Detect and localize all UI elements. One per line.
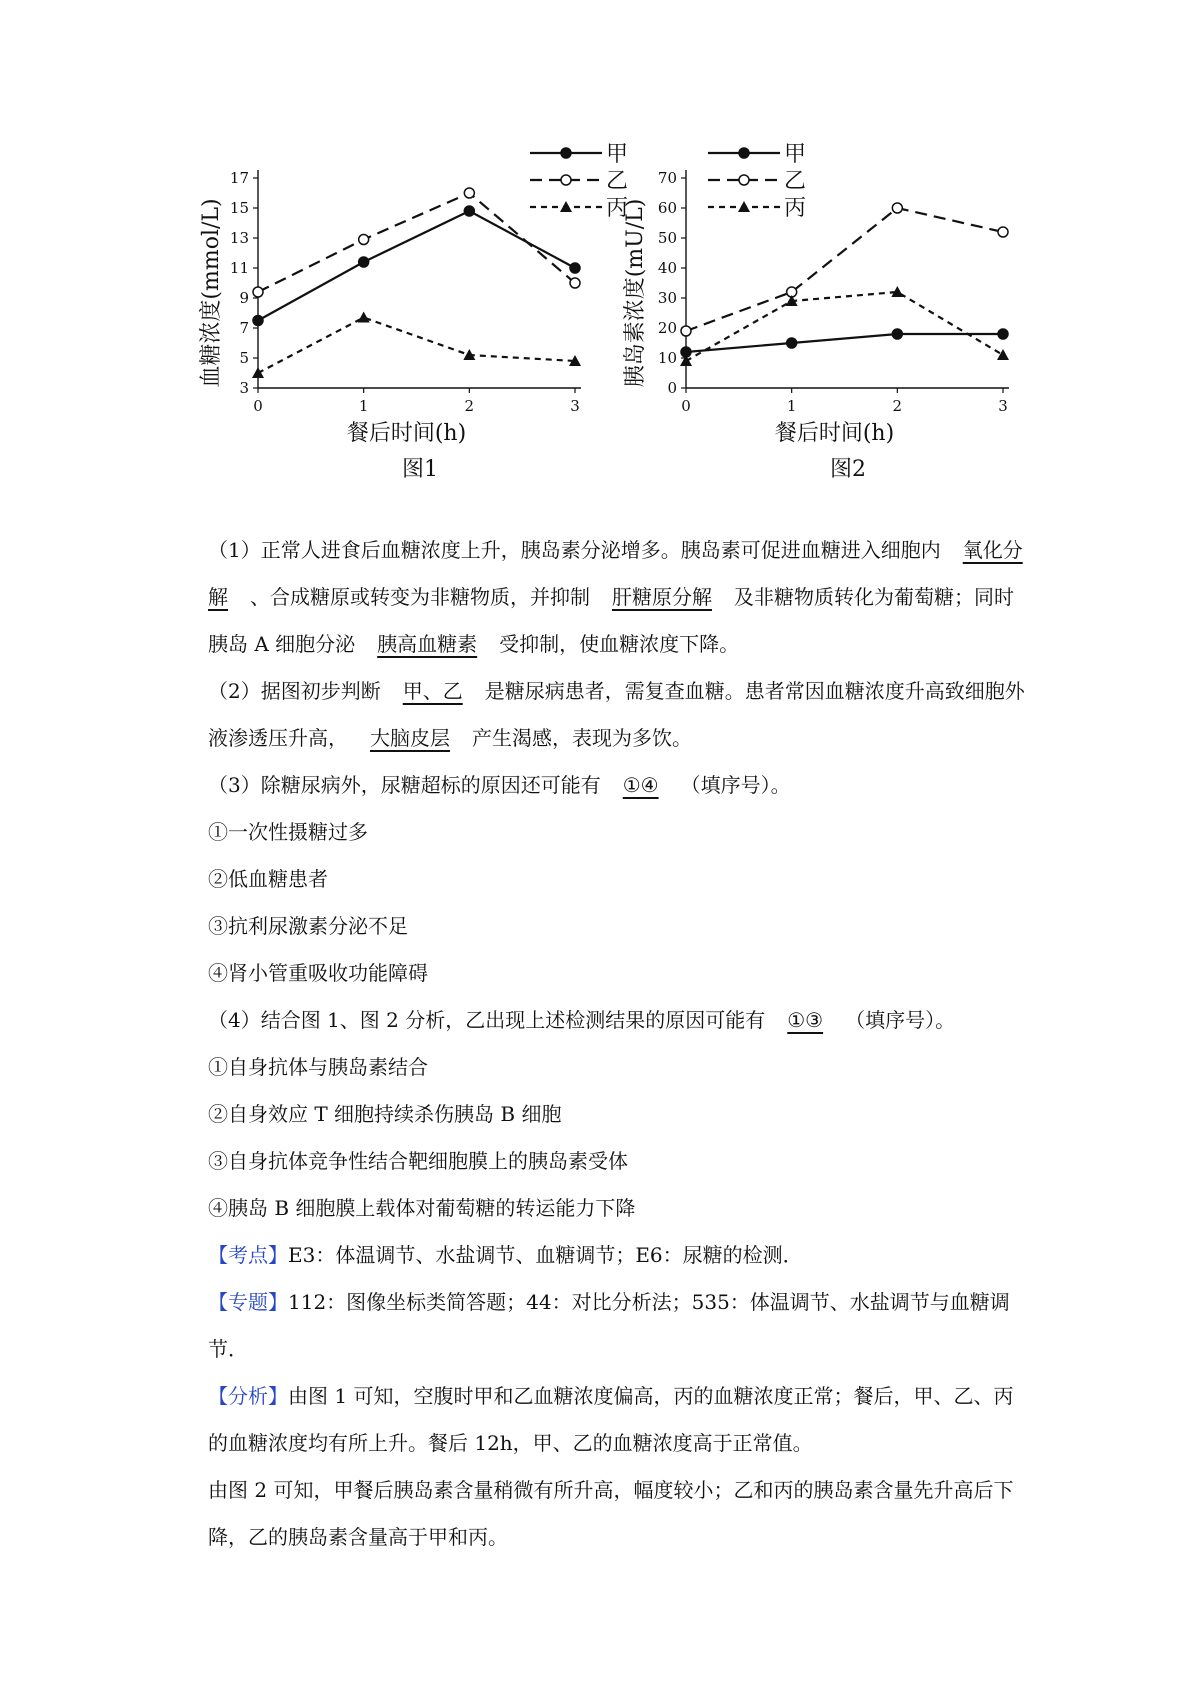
data-point: [359, 257, 369, 267]
data-point: [998, 227, 1008, 237]
data-point: [464, 188, 474, 198]
x-tick-label: 0: [253, 397, 263, 415]
x-tick-label: 3: [998, 397, 1008, 415]
kaodian-text: E3：体温调节、水盐调节、血糖调节；E6：尿糖的检测．: [288, 1243, 803, 1267]
q1-text-a: （1）正常人进食后血糖浓度上升，胰岛素分泌增多。胰岛素可促进血糖进入细胞内: [208, 538, 941, 562]
x-tick-label: 1: [786, 397, 797, 415]
legend-marker: [561, 148, 571, 158]
q2-text-c: 产生渴感，表现为多饮。: [472, 726, 692, 750]
data-point: [892, 203, 902, 213]
data-point: [359, 235, 369, 245]
x-tick-label: 3: [570, 397, 580, 415]
question-4: [208, 997, 1028, 1044]
q4-answer: ①③: [787, 1008, 824, 1032]
data-point: [997, 349, 1009, 360]
y-tick-label: 20: [657, 319, 677, 337]
y-tick-label: 0: [667, 379, 677, 397]
series-line-2: [686, 208, 1003, 331]
q3-option: ④肾小管重吸收功能障碍: [208, 961, 428, 985]
q3-text-a: （3）除糖尿病外，尿糖超标的原因还可能有: [208, 773, 601, 797]
fenxi-text-1: 由图 1 可知，空腹时甲和乙血糖浓度偏高，丙的血糖浓度正常；餐后，甲、乙、丙的血糖浓度均有所上升。餐后 12h，甲、乙的血糖浓度高于正常值。: [208, 1384, 1014, 1455]
y-axis-title: 胰岛素浓度(mU/L): [623, 198, 648, 388]
y-tick-label: 15: [229, 199, 249, 217]
x-tick-label: 0: [681, 397, 691, 415]
question-3: [208, 762, 1028, 809]
y-tick-label: 3: [239, 379, 249, 397]
x-tick-label: 2: [464, 397, 475, 415]
question-content: [208, 527, 1028, 1561]
fenxi-tag: 【分析】: [208, 1384, 288, 1408]
data-point: [680, 355, 692, 366]
q1-text-c: 及非糖物质转化为葡萄糖；同时胰岛 A 细胞分泌: [208, 585, 1014, 656]
data-point: [681, 326, 691, 336]
y-tick-label: 40: [657, 259, 677, 277]
question-1: [208, 527, 1028, 668]
figure-caption: 图1: [402, 457, 438, 482]
q1-answer-1: 氧化分解: [208, 538, 1023, 609]
data-point: [252, 367, 264, 378]
data-point: [570, 263, 580, 273]
q3-option: ③抗利尿激素分泌不足: [208, 914, 408, 938]
x-axis-title: 餐后时间(h): [774, 421, 895, 446]
data-point: [464, 206, 474, 216]
q1-answer-3: 胰高血糖素: [377, 632, 478, 656]
y-tick-label: 30: [657, 289, 677, 307]
kaodian-section: [208, 1232, 1028, 1279]
fenxi-text-2: 由图 2 可知，甲餐后胰岛素含量稍微有所升高，幅度较小；乙和丙的胰岛素含量先升高后下降，乙的胰岛素含量高于甲和丙。: [208, 1478, 1014, 1549]
legend-label: 甲: [784, 142, 807, 167]
legend-label: 丙: [606, 196, 629, 221]
x-tick-label: 2: [892, 397, 903, 415]
legend-label: 甲: [606, 142, 629, 167]
x-tick-label: 1: [358, 397, 369, 415]
zhuanti-tag: 【专题】: [208, 1290, 288, 1314]
charts-figure: [0, 0, 1200, 540]
series-line-3: [686, 292, 1003, 361]
q2-text-b: 是糖尿病患者，需复查血糖。患者常因血糖浓度升高致细胞外液渗透压升高，: [208, 679, 1025, 750]
y-tick-label: 13: [229, 229, 249, 247]
series-line-1: [686, 334, 1003, 352]
legend-label: 丙: [784, 196, 807, 221]
legend-marker: [738, 201, 750, 212]
chart-2-insulin: [623, 142, 1009, 482]
legend-marker: [561, 175, 571, 185]
q4-option: ④胰岛 B 细胞膜上载体对葡萄糖的转运能力下降: [208, 1196, 636, 1220]
y-tick-label: 9: [239, 289, 249, 307]
data-point: [892, 329, 902, 339]
legend-marker: [739, 175, 749, 185]
q4-option: ①自身抗体与胰岛素结合: [208, 1055, 428, 1079]
q1-text-d: 受抑制，使血糖浓度下降。: [499, 632, 740, 656]
y-tick-label: 17: [229, 169, 249, 187]
q1-text-b: 、合成糖原或转变为非糖物质，并抑制: [250, 585, 590, 609]
q3-option: ②低血糖患者: [208, 867, 328, 891]
y-tick-label: 70: [657, 169, 677, 187]
q3-text-b: （填序号）。: [680, 773, 791, 797]
data-point: [253, 287, 263, 297]
q3-option: ①一次性摄糖过多: [208, 820, 368, 844]
y-tick-label: 11: [229, 259, 249, 277]
chart-1-blood-glucose: [199, 142, 628, 482]
y-tick-label: 10: [657, 349, 677, 367]
y-tick-label: 60: [657, 199, 677, 217]
fenxi-section: [208, 1373, 1028, 1467]
series-line-2: [258, 193, 575, 292]
q2-answer-1: 甲、乙: [402, 679, 463, 703]
q1-answer-2: 肝糖原分解: [612, 585, 712, 609]
data-point: [787, 338, 797, 348]
y-tick-label: 50: [657, 229, 677, 247]
y-tick-label: 5: [239, 349, 249, 367]
legend-label: 乙: [606, 169, 629, 194]
kaodian-tag: 【考点】: [208, 1243, 288, 1267]
x-axis-title: 餐后时间(h): [346, 421, 467, 446]
data-point: [253, 316, 263, 326]
data-point: [998, 329, 1008, 339]
q2-text-a: （2）据图初步判断: [208, 679, 381, 703]
question-2: [208, 668, 1028, 762]
series-line-1: [258, 211, 575, 321]
q2-answer-2: 大脑皮层: [370, 726, 450, 750]
q4-text-a: （4）结合图 1、图 2 分析，乙出现上述检测结果的原因可能有: [208, 1008, 766, 1032]
series-line-3: [258, 318, 575, 374]
y-tick-label: 7: [239, 319, 249, 337]
legend-marker: [739, 148, 749, 158]
y-axis-title: 血糖浓度(mmol/L): [199, 198, 224, 388]
legend-marker: [560, 201, 572, 212]
figure-caption: 图2: [830, 457, 866, 482]
q4-option: ③自身抗体竞争性结合靶细胞膜上的胰岛素受体: [208, 1149, 628, 1173]
q4-option: ②自身效应 T 细胞持续杀伤胰岛 B 细胞: [208, 1102, 562, 1126]
data-point: [570, 278, 580, 288]
legend-label: 乙: [784, 169, 807, 194]
zhuanti-section: [208, 1279, 1028, 1373]
q4-text-b: （填序号）。: [845, 1008, 956, 1032]
zhuanti-text: 112：图像坐标类简答题；44：对比分析法；535：体温调节、水盐调节与血糖调节．: [208, 1290, 1010, 1361]
data-point: [358, 312, 370, 323]
q3-answer: ①④: [622, 773, 659, 797]
